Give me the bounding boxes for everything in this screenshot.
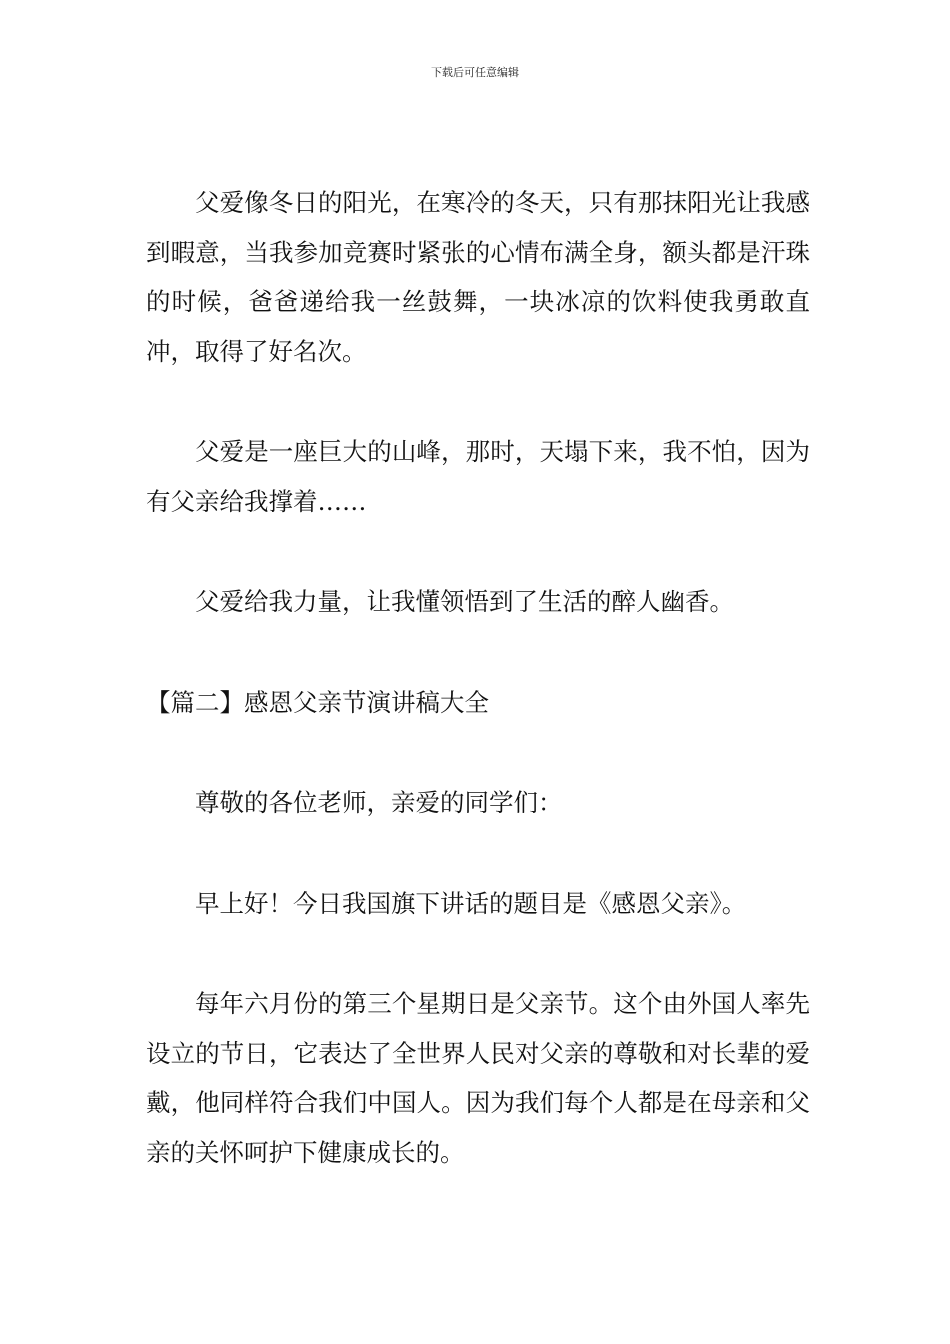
document-body bbox=[146, 178, 810, 1177]
paragraph-spacer bbox=[146, 727, 810, 778]
paragraph-father-love-strength: 父爱给我力量，让我懂领悟到了生活的醉人幽香。 bbox=[195, 587, 734, 616]
paragraph-spacer bbox=[146, 627, 810, 678]
paragraph-speech-topic: 早上好！今日我国旗下讲话的题目是《感恩父亲》。 bbox=[195, 888, 747, 918]
paragraph-spacer bbox=[146, 376, 810, 427]
section-heading: 【篇二】感恩父亲节演讲稿大全 bbox=[146, 687, 489, 717]
paragraph-father-love-mountain: 父爱是一座巨大的山峰，那时，天塌下来，我不怕，因为有父亲给我撑着…… bbox=[146, 437, 810, 516]
paragraph-spacer bbox=[146, 828, 810, 879]
paragraph-spacer bbox=[146, 928, 810, 979]
paragraph-father-love-sunshine: 父爱像冬日的阳光，在寒冷的冬天，只有那抹阳光让我感到暇意，当我参加竞赛时紧张的心情布满全身，额头都是汗珠的时候，爸爸递给我一丝鼓舞，一块冰凉的饮料使我勇敢直冲，取得了好名次。 bbox=[146, 188, 810, 366]
page-header: 下载后可任意编辑 bbox=[431, 66, 519, 79]
paragraph-spacer bbox=[146, 526, 810, 577]
paragraph-greeting: 尊敬的各位老师，亲爱的同学们： bbox=[195, 788, 563, 817]
paragraph-fathers-day: 每年六月份的第三个星期日是父亲节。这个由外国人率先设立的节日，它表达了全世界人民对父亲的尊敬和对长辈的爱戴，他同样符合我们中国人。因为我们每个人都是在母亲和父亲的关怀呵护下健康成长的。 bbox=[146, 989, 810, 1167]
